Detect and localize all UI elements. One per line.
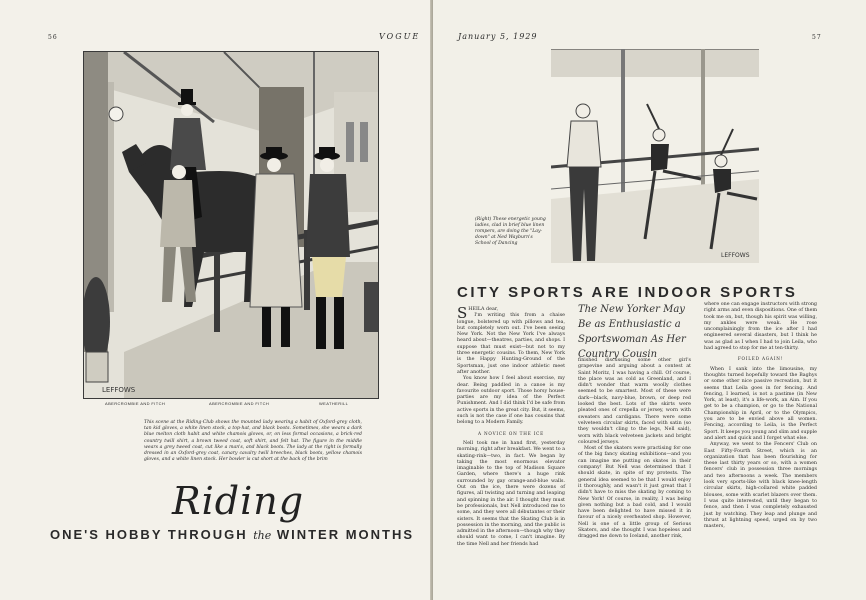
riding-script-title: Riding	[172, 479, 305, 523]
drop-cap: S	[457, 304, 468, 322]
article-headline: CITY SPORTS ARE INDOOR SPORTS	[457, 284, 798, 301]
article-column-3	[704, 302, 817, 530]
illustration-caption: This scene at the Riding-Club shows the mounted lady wearing a habit of Oxford-grey cloth, tan kid gloves, a white linen stock, a top-hat, and black boots. Sometimes, she wears a dark blue melton cloth habit and white chamois gloves, or, on less formal occasions, a brick-red country twill shirt, a brown tweed coat, soft shirt, and felt hat. The figure in the middle wears a grey tweed coat, cut like a man's, and black boots. The lady at the right is formally dressed in an Oxford-grey coat, canary cavalry twill breeches, black boots, yellow chamois gloves, and a white linen stock. Her bowler is cut short at the back of the brim	[144, 420, 362, 463]
subtitle-part-1: ONE'S HOBBY THROUGH	[50, 527, 254, 542]
right-page	[379, 0, 866, 600]
left-page	[0, 0, 432, 600]
col3-paragraph-1: where one can engage instructors with strong right arms and even dispositions. One of them took me on, but, though his spirit was willing, my ankles were weak. He rose uncomplainingly from the ice after I had engineered several disasters, but I think he was as glad as I when I had to join Leila, who had agreed to stop for me at ten-thirty.	[704, 302, 817, 352]
col1-paragraph-1: I'm writing this from a chaise longue, bolstered up with pillows and tea, but completely worn out. I've been seeing New York. Not the New York I've always heard about—theatres, parties, and shops. I suppose that must exist—but not to my three energetic cousins. To them, New York is the Happy Hunting-Ground of the Sportsman, just one indoor athletic meet after another.	[457, 313, 565, 375]
illustration-credits	[83, 401, 377, 409]
credit-label-2: ABERCROMBIE AND FITCH	[209, 401, 270, 406]
issue-date: January 5, 1929	[458, 32, 538, 41]
riding-scene-drawing	[84, 52, 378, 398]
col3-paragraph-3: Anyway, we went to the Fencers' Club on East Fifty-Fourth Street, which is an organization that has been flourishing for these last thirty years or so, with a women fencers' club in possession three mornings and two afternoons a week. The members look very sports-like with black knee-length circular skirts, high-collared white padded blouses, some with scarlet blazers over them. I was quite interested, until they began to fence, and then I was completely exhausted just by watching. They leap and plunge and thrust at lightning speed, urged on by two masters,	[704, 442, 817, 530]
col1-paragraph-2: You know how I feel about exercise, my dear. Being paddled in a canoe is my favourite outdoor sport. Those horsy house-parties are my idea of the Perfect Punishment. And I did think I'd be safe from active sports in the great city. But, it seems, such is not the case if one has cousins that belong to a Modern Family.	[457, 376, 565, 426]
pull-quote: The New Yorker May Be as Enthusiastic a Sportswoman As Her Country Cousin	[578, 304, 686, 360]
left-subtitle	[50, 527, 414, 542]
article-column-2	[578, 358, 691, 541]
right-illustration-signature: LEFFOWS	[721, 252, 750, 259]
subtitle-the: the	[253, 529, 272, 542]
masthead: VOGUE	[379, 32, 421, 41]
col3-paragraph-2: When I sank into the limousine, my thoughts turned hopefully toward the Baghys or some other nice passive recreation, but it seems that Leila goes in for fencing. And fencing, I learned, is not a pastime (in New York, at least), it's a life-work, an Aim. If you get to be a champion, or go to the National Championship in April, or to the Olympics, you are to be envied above all women. Fencing, according to Leila, is the Perfect Sport. It keeps you young and slim and supple and alert and quick and I forget what else.	[704, 366, 817, 441]
credit-label-1: ABERCROMBIE AND FITCH	[105, 401, 166, 406]
dancing-side-caption: (Right) These energetic young ladies, clad in brief blue linen rompers, are doing the "Lay-down" at Ned Wayburn's School of Dancing	[475, 217, 546, 246]
dancing-scene-drawing	[551, 49, 759, 263]
col1-paragraph-3: Nell took me in hand first, yesterday morning, right after breakfast. We went to a skating-rink—two, in fact. We began by taking the most enormous elevator imaginable to the top of Madison Square Garden, where there's a huge rink surrounded by gay orange-and-blue walls. Out on the ice, there were dozens of figures, all twisting and turning and leaping and spinning in the air. I thought they must be professionals, but Nell introduced me to some, and they were all débutantes or their sisters. It seems that the Skating Club is in possession in the morning, and the public is admitted in the afternoon—though why they should want to come, I can't imagine. By the time Nell and her friends had	[457, 440, 565, 547]
subtitle-part-2: WINTER MONTHS	[271, 527, 415, 542]
left-folio: 56	[48, 34, 58, 41]
dancing-school-illustration	[551, 49, 759, 263]
illustration-signature: LEFFOWS	[102, 386, 136, 394]
subhead-novice: A NOVICE ON THE ICE	[477, 430, 545, 436]
salutation-rest: HEILA dear,	[468, 307, 499, 312]
col2-paragraph-1: finished discussing some other girl's grapevine and arguing about a contest at Saint Moritz, I was having a chill. Of course, the place was as cold as Greenland, and I didn't wonder that warm woolly clothes seemed to be smartest. Most of these were dark—black, navy-blue, brown, or deep red looked the best. Lots of the skirts were pleated ones of crepella or jersey, worn with sweaters and cardigans. There were some velveteen circular skirts, faced with satin (so they wouldn't cling to the legs, Nell said), worn with black velveteen jackets and bright coloured jerseys.	[578, 358, 691, 445]
riding-club-illustration	[83, 51, 379, 399]
subhead-foiled: FOILED AGAIN!	[737, 356, 784, 362]
credit-label-3: WEATHERILL	[319, 401, 349, 406]
right-folio: 57	[812, 34, 822, 41]
article-column-1	[457, 304, 565, 548]
col2-paragraph-2: Most of the skaters were practising for one of the big fancy skating exhibitions—and you can imagine me putting on skates in their company! But Nell was determined that I should skate, in spite of my protests. The general idea seemed to be that I would enjoy it thoroughly, and wasn't it just great that I didn't have to miss the skating by coming to New York! Of course, in reality, I was being given nothing but a bad cold, and I would have been delighted to have missed it in favour of a nicely overheated shop. However, Nell is one of a little group of Serious Skaters, and she thought I was hopeless and dragged me down to Iceland, another rink,	[578, 446, 691, 540]
